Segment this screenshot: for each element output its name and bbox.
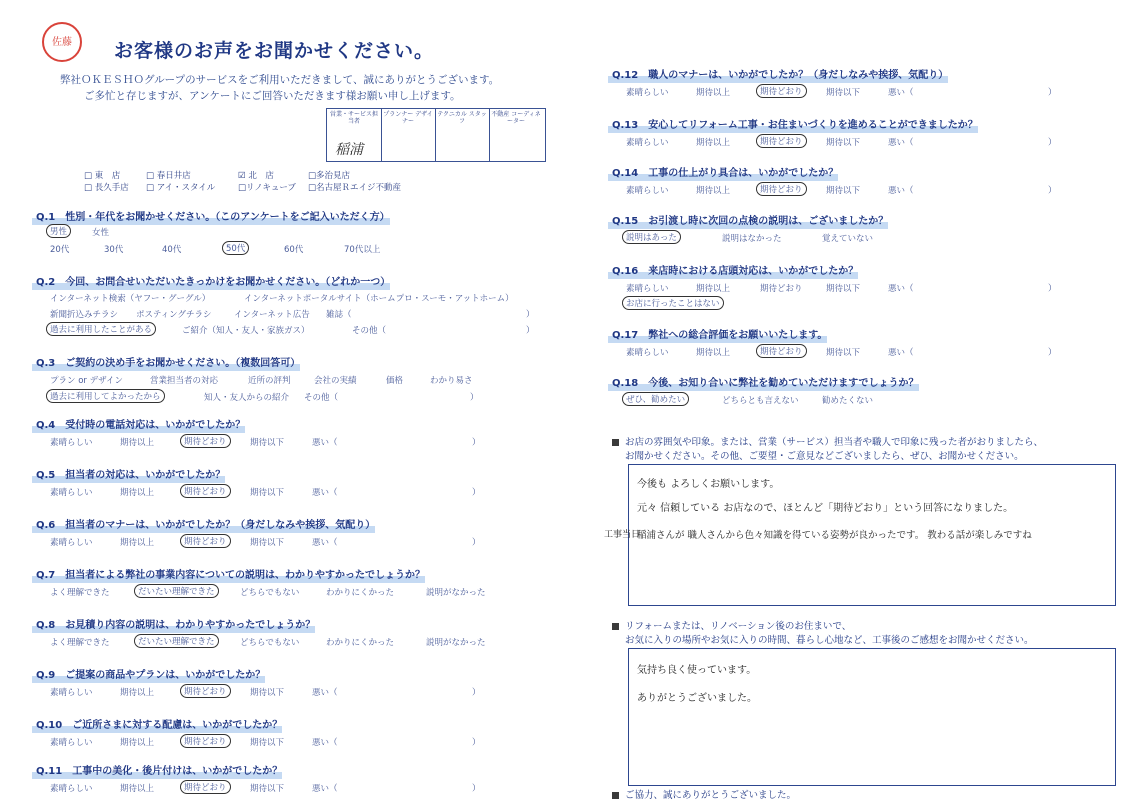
q1-age-option[interactable]: 70代以上: [344, 245, 381, 255]
q5-option[interactable]: 素晴らしい: [50, 488, 93, 498]
q5-option-selected[interactable]: 期待どおり: [180, 484, 231, 498]
intro-line-2: ご多忙と存じますが、アンケートにご回答いただきます様お願い申し上げます。: [84, 90, 461, 102]
question-2: Q.2 今回、お問合せいただいたきっかけをお聞かせください。（どれか一つ）: [36, 273, 390, 288]
q5-option[interactable]: 期待以上: [120, 488, 155, 498]
question-17: Q.17 弊社への総合評価をお願いいたします。: [612, 326, 827, 341]
question-8: Q.8 お見積り内容の説明は、わかりやすかったでしょうか？: [36, 616, 315, 631]
q8-option[interactable]: どちらでもない: [240, 638, 300, 648]
q10-option-selected[interactable]: 期待どおり: [180, 734, 231, 748]
q2-option-selected[interactable]: 過去に利用したことがある: [46, 322, 156, 336]
q17-option[interactable]: 素晴らしい: [626, 348, 669, 358]
store-option[interactable]: □ アイ・スタイル: [146, 183, 216, 193]
q6-option[interactable]: 期待以下: [250, 538, 285, 548]
staff-header-realestate: 不動産 コーディネーター: [491, 111, 541, 125]
q8-option[interactable]: わかりにくかった: [326, 638, 395, 648]
q11-option[interactable]: 期待以下: [250, 784, 285, 794]
q1-age-option[interactable]: 20代: [50, 245, 70, 255]
q13-option[interactable]: 素晴らしい: [626, 138, 669, 148]
comment1-line-3: 稲浦さんが 職人さんから色々知識を得ている姿勢が良かったです。 教わる話が楽しみですね: [637, 530, 1032, 541]
staff-header-planner: プランナー デザイナー: [383, 111, 433, 125]
q1-age-option[interactable]: 60代: [284, 245, 304, 255]
q16-option[interactable]: 期待どおり: [760, 284, 803, 294]
q7-option[interactable]: どちらでもない: [240, 588, 300, 598]
q6-option[interactable]: 悪い（: [312, 538, 338, 548]
q11-paren-close: ）: [472, 784, 481, 794]
q10-option[interactable]: 悪い（: [312, 738, 338, 748]
q10-option[interactable]: 期待以上: [120, 738, 155, 748]
store-option[interactable]: □ 春日井店: [146, 171, 191, 181]
footer-thanks: ご協力、誠にありがとうございました。: [612, 789, 796, 803]
square-bullet-icon: [612, 792, 619, 799]
q11-option[interactable]: 期待以上: [120, 784, 155, 794]
q2-option[interactable]: 新聞折込みチラシ: [50, 310, 119, 320]
store-option-checked[interactable]: ☑ 北 店: [238, 171, 274, 181]
q14-option[interactable]: 悪い（: [888, 186, 914, 196]
q8-option[interactable]: よく理解できた: [50, 638, 110, 648]
q10-option[interactable]: 素晴らしい: [50, 738, 93, 748]
q3-option[interactable]: その他（: [304, 393, 339, 403]
q12-option[interactable]: 期待以上: [696, 88, 731, 98]
q12-option-selected[interactable]: 期待どおり: [756, 84, 807, 98]
q15-option-selected[interactable]: 説明はあった: [622, 230, 681, 244]
q7-option[interactable]: よく理解できた: [50, 588, 110, 598]
store-option[interactable]: □ 長久手店: [84, 183, 129, 193]
q11-option[interactable]: 悪い（: [312, 784, 338, 794]
q2-option[interactable]: ご紹介（知人・友人・家族ガス）: [182, 326, 310, 336]
question-4: Q.4 受付時の電話対応は、いかがでしたか？: [36, 416, 245, 431]
question-11: Q.11 工事中の美化・後片付けは、いかがでしたか？: [36, 762, 282, 777]
q18-option[interactable]: どちらとも言えない: [722, 396, 799, 406]
q13-paren-close: ）: [1048, 138, 1057, 148]
q2-paren-close: ）: [526, 310, 535, 320]
q3-option[interactable]: 近所の評判: [248, 376, 291, 386]
q3-paren-close: ）: [470, 393, 479, 403]
intro-line-1: 弊社ＯＫＥＳＨＯグループのサービスをご利用いただきまして、誠にありがとうございます。: [60, 74, 500, 86]
comment1-line-2: 元々 信頼している お店なので、ほとんど「期待どおり」という回答になりました。: [637, 503, 1014, 514]
q3-option[interactable]: わかり易さ: [430, 376, 473, 386]
square-bullet-icon: [612, 439, 619, 446]
question-9: Q.9 ご提案の商品やプランは、いかがでしたか？: [36, 666, 265, 681]
question-15: Q.15 お引渡し時に次回の点検の説明は、ございましたか？: [612, 212, 888, 227]
comment2-line-1: 気持ち良く使っています。: [637, 665, 757, 676]
q16-option[interactable]: 期待以下: [826, 284, 861, 294]
question-3: Q.3 ご契約の決め手をお聞かせください。（複数回答可）: [36, 354, 300, 369]
q7-option[interactable]: 説明がなかった: [426, 588, 486, 598]
q2-option[interactable]: 雑誌（: [326, 310, 352, 320]
q2-option[interactable]: ポスティングチラシ: [136, 310, 212, 320]
question-16: Q.16 来店時における店頭対応は、いかがでしたか？: [612, 262, 858, 277]
q5-option[interactable]: 期待以下: [250, 488, 285, 498]
q1-age-option[interactable]: 30代: [104, 245, 124, 255]
q16-paren-close: ）: [1048, 284, 1057, 294]
q13-option[interactable]: 悪い（: [888, 138, 914, 148]
q10-paren-close: ）: [472, 738, 481, 748]
q13-option[interactable]: 期待以下: [826, 138, 861, 148]
page-title: お客様のお声をお聞かせください。: [114, 40, 435, 62]
q2-option[interactable]: その他（: [352, 326, 387, 336]
q3-option[interactable]: 知人・友人からの紹介: [204, 393, 290, 403]
q1-age-option[interactable]: 40代: [162, 245, 182, 255]
staff-header-sales: 営業・サービス担当者: [329, 111, 378, 125]
q3-option[interactable]: 価格: [386, 376, 404, 386]
q12-option[interactable]: 期待以下: [826, 88, 861, 98]
store-option[interactable]: □リノキューブ: [238, 183, 296, 193]
q14-option[interactable]: 素晴らしい: [626, 186, 669, 196]
q12-option[interactable]: 悪い（: [888, 88, 914, 98]
comment-prompt-2: リフォームまたは、リノベーション後のお住まいで、 お気に入りの場所やお気に入りの時間、暮らし心地など、工事後のご感想をお聞かせください。: [612, 620, 1034, 648]
q9-option-selected[interactable]: 期待どおり: [180, 684, 231, 698]
q12-option[interactable]: 素晴らしい: [626, 88, 669, 98]
store-option[interactable]: □名古屋Ｒエイジ不動産: [308, 183, 402, 193]
q3-option[interactable]: プラン or デザイン: [50, 376, 124, 386]
question-12: Q.12 職人のマナーは、いかがでしたか？（身だしなみや挨拶、気配り）: [612, 66, 948, 81]
q11-option[interactable]: 素晴らしい: [50, 784, 93, 794]
comment1-line-1: 今後も よろしくお願いします。: [637, 479, 780, 490]
q6-option[interactable]: 期待以上: [120, 538, 155, 548]
q3-option-selected[interactable]: 過去に利用してよかったから: [46, 389, 165, 403]
q11-option-selected[interactable]: 期待どおり: [180, 780, 231, 794]
q7-option[interactable]: わかりにくかった: [326, 588, 395, 598]
q14-option[interactable]: 期待以下: [826, 186, 861, 196]
q4-paren-close: ）: [472, 438, 481, 448]
personal-seal-stamp: 佐藤: [42, 22, 82, 62]
q16-option[interactable]: 期待以上: [696, 284, 731, 294]
q17-paren-close: ）: [1048, 348, 1057, 358]
q6-paren-close: ）: [472, 538, 481, 548]
q3-option[interactable]: 会社の実績: [314, 376, 357, 386]
staff-written-name: 稲浦: [335, 142, 363, 158]
question-7: Q.7 担当者による弊社の事業内容についての説明は、わかりやすかったでしょうか？: [36, 566, 425, 581]
q4-option[interactable]: 期待以下: [250, 438, 285, 448]
question-18: Q.18 今後、お知り合いに弊社を勧めていただけますでしょうか？: [612, 374, 919, 389]
q1-age-option-selected[interactable]: 50代: [222, 241, 249, 255]
q17-option[interactable]: 期待以下: [826, 348, 861, 358]
q1-option-selected[interactable]: 男性: [46, 224, 71, 238]
comment2-line-2: ありがとうございました。: [637, 693, 757, 704]
staff-table: [326, 108, 546, 162]
q16-option[interactable]: 素晴らしい: [626, 284, 669, 294]
q18-option[interactable]: 勧めたくない: [822, 396, 874, 406]
q12-paren-close: ）: [1048, 88, 1057, 98]
q15-option[interactable]: 覚えていない: [822, 234, 874, 244]
q4-option[interactable]: 悪い（: [312, 438, 338, 448]
q7-option-selected[interactable]: だいたい理解できた: [134, 584, 219, 598]
q18-option-selected[interactable]: ぜひ、勧めたい: [622, 392, 689, 406]
q9-option[interactable]: 期待以下: [250, 688, 285, 698]
q14-paren-close: ）: [1048, 186, 1057, 196]
question-10: Q.10 ご近所さまに対する配慮は、いかがでしたか？: [36, 716, 282, 731]
q17-option-selected[interactable]: 期待どおり: [756, 344, 807, 358]
question-6: Q.6 担当者のマナーは、いかがでしたか？（身だしなみや挨拶、気配り）: [36, 516, 375, 531]
q6-option[interactable]: 素晴らしい: [50, 538, 93, 548]
q17-option[interactable]: 悪い（: [888, 348, 914, 358]
q16-option[interactable]: 悪い（: [888, 284, 914, 294]
q2-option[interactable]: インターネットポータルサイト（ホームプロ・スーモ・アットホーム）: [244, 294, 514, 304]
q4-option[interactable]: 期待以上: [120, 438, 155, 448]
q14-option-selected[interactable]: 期待どおり: [756, 182, 807, 196]
q15-option[interactable]: 説明はなかった: [722, 234, 782, 244]
q14-option[interactable]: 期待以上: [696, 186, 731, 196]
q1-option[interactable]: 女性: [92, 228, 110, 238]
comment-prompt-1: お店の雰囲気や印象。または、営業（サービス）担当者や職人で印象に残った者がおりましたら、 お聞かせください。その他、ご要望・ご意見などございましたら、ぜひ、お聞かせください。: [612, 436, 1043, 464]
q16-option-selected[interactable]: お店に行ったことはない: [622, 296, 724, 310]
q10-option[interactable]: 期待以下: [250, 738, 285, 748]
square-bullet-icon: [612, 623, 619, 630]
q5-paren-close: ）: [472, 488, 481, 498]
q6-option-selected[interactable]: 期待どおり: [180, 534, 231, 548]
question-13: Q.13 安心してリフォーム工事・お住まいづくりを進めることができましたか？: [612, 116, 978, 131]
q17-option[interactable]: 期待以上: [696, 348, 731, 358]
q3-option[interactable]: 営業担当者の対応: [150, 376, 219, 386]
q9-option[interactable]: 期待以上: [120, 688, 155, 698]
comment-box-2[interactable]: [628, 648, 1116, 786]
comment-box-1[interactable]: [628, 464, 1116, 606]
q9-option[interactable]: 素晴らしい: [50, 688, 93, 698]
question-1: Q.1 性別・年代をお聞かせください。（このアンケートをご記入いただく方）: [36, 208, 390, 223]
q9-option[interactable]: 悪い（: [312, 688, 338, 698]
q13-option[interactable]: 期待以上: [696, 138, 731, 148]
q2-option[interactable]: インターネット広告: [234, 310, 310, 320]
q2-option[interactable]: インターネット検索（ヤフー・グーグル）: [50, 294, 211, 304]
q4-option[interactable]: 素晴らしい: [50, 438, 93, 448]
q2-paren-close: ）: [526, 326, 535, 336]
store-option[interactable]: □多治見店: [308, 171, 351, 181]
q9-paren-close: ）: [472, 688, 481, 698]
q4-option-selected[interactable]: 期待どおり: [180, 434, 231, 448]
staff-header-technical: テクニカル スタッフ: [437, 111, 487, 125]
comment1-margin-note: 工事当日: [604, 530, 641, 540]
question-14: Q.14 工事の仕上がり具合は、いかがでしたか？: [612, 164, 838, 179]
q13-option-selected[interactable]: 期待どおり: [756, 134, 807, 148]
q8-option-selected[interactable]: だいたい理解できた: [134, 634, 219, 648]
question-5: Q.5 担当者の対応は、いかがでしたか？: [36, 466, 225, 481]
store-option[interactable]: □ 東 店: [84, 171, 121, 181]
q8-option[interactable]: 説明がなかった: [426, 638, 486, 648]
q5-option[interactable]: 悪い（: [312, 488, 338, 498]
